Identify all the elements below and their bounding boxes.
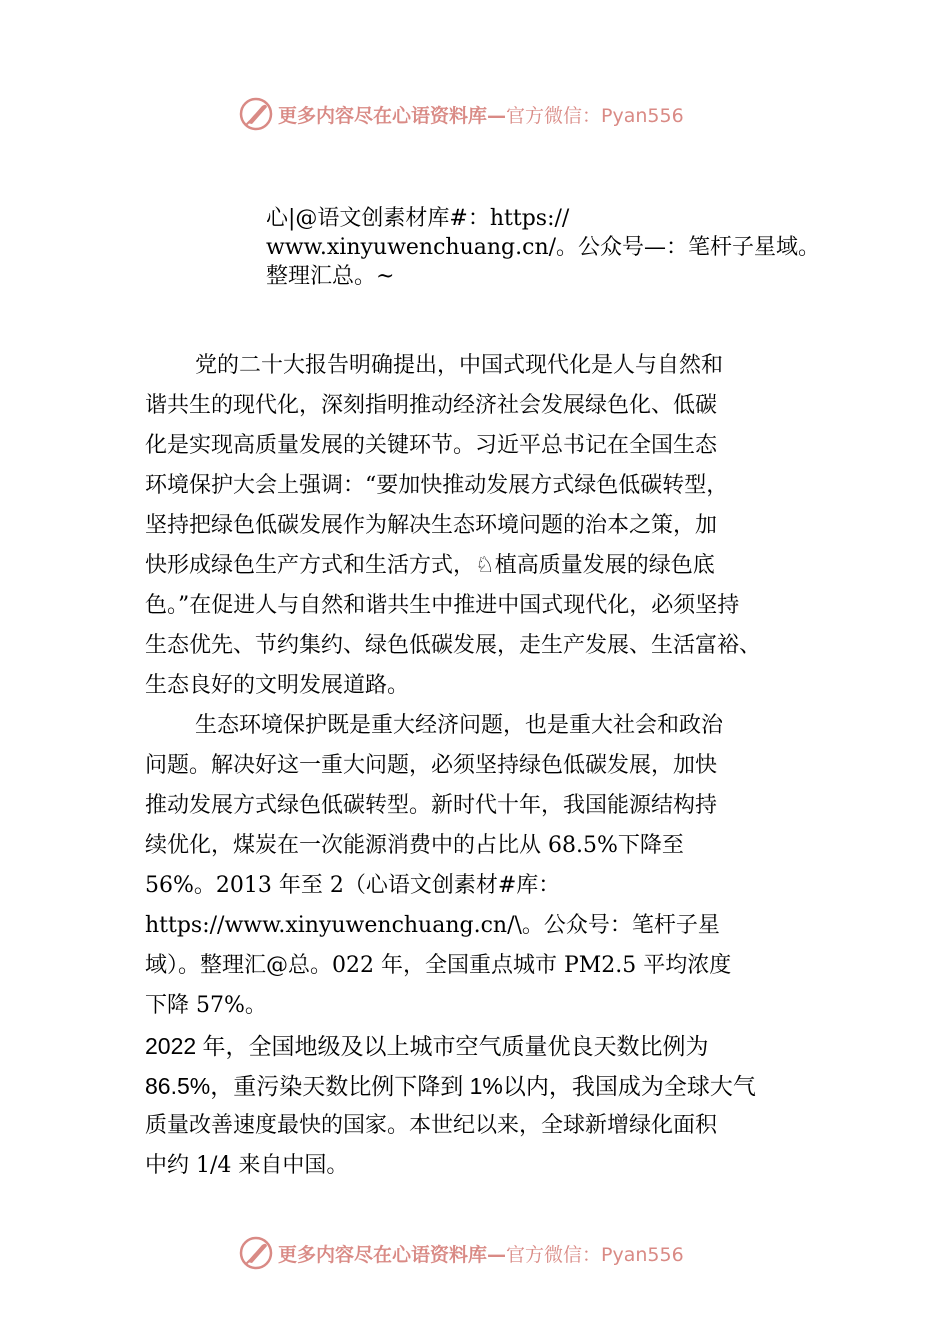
paragraph-2-line: 下降 57%。	[145, 993, 267, 1018]
footer-banner-title: 更多内容尽在心语资料库—	[278, 1243, 507, 1266]
source-note-line: www.xinyuwenchuang.cn/。公众号—：笔杆子星域。	[266, 235, 821, 260]
quill-pen-logo-icon	[238, 96, 274, 132]
paragraph-2-line: 续优化，煤炭在一次能源消费中的占比从 68.5%下降至	[145, 833, 684, 858]
source-note	[266, 204, 866, 291]
paragraph-3-line: 中约 1/4 来自中国。	[145, 1153, 349, 1178]
footer-banner-text	[278, 1240, 684, 1267]
header-banner	[238, 96, 684, 132]
footer-banner-wechat: 官方微信：Pyan556	[506, 1243, 684, 1266]
header-banner-title: 更多内容尽在心语资料库—	[278, 104, 507, 127]
paragraph-1-line: 生态良好的文明发展道路。	[145, 673, 410, 698]
paragraph-1-line: 环境保护大会上强调：“要加快推动发展方式绿色低碳转型，	[145, 473, 729, 498]
article-body	[145, 346, 835, 1186]
source-note-line: 整理汇总。~	[266, 264, 395, 289]
paragraph-1-line: 生态优先、节约集约、绿色低碳发展，走生产发展、生活富裕、	[145, 633, 762, 658]
source-note-line: 心|@语文创素材库#：https://	[266, 206, 570, 231]
paragraph-1-line: 坚持把绿色低碳发展作为解决生态环境问题的治本之策，加	[145, 513, 718, 538]
paragraph-1-line: 色。”在促进人与自然和谐共生中推进中国式现代化，必须坚持	[145, 593, 740, 618]
paragraph-1-line: 化是实现高质量发展的关键环节。习近平总书记在全国生态	[145, 433, 718, 458]
paragraph-1-line: 谐共生的现代化，深刻指明推动经济社会发展绿色化、低碳	[145, 393, 718, 418]
paragraph-1-line: 快形成绿色生产方式和生活方式，♘植高质量发展的绿色底	[145, 553, 715, 578]
paragraph-3-line: 86.5%，重污染天数比例下降到 1%以内，我国成为全球大气	[145, 1073, 756, 1099]
paragraph-2-line: 生态环境保护既是重大经济问题，也是重大社会和政治	[195, 713, 724, 738]
footer-banner	[238, 1235, 684, 1271]
header-banner-text	[278, 101, 684, 128]
header-banner-wechat: 官方微信：Pyan556	[506, 104, 684, 127]
paragraph-2-line: 56%。2013 年至 2（心语文创素材#库：	[145, 873, 561, 898]
paragraph-1-line: 党的二十大报告明确提出，中国式现代化是人与自然和	[195, 353, 724, 378]
paragraph-2-line: 推动发展方式绿色低碳转型。新时代十年，我国能源结构持	[145, 793, 718, 818]
paragraph-3-line: 2022 年，全国地级及以上城市空气质量优良天数比例为	[145, 1033, 709, 1059]
paragraph-2-line: https://www.xinyuwenchuang.cn/\。公众号：笔杆子星	[145, 913, 720, 938]
paragraph-2-line: 问题。解决好这一重大问题，必须坚持绿色低碳发展，加快	[145, 753, 718, 778]
paragraph-3-line: 质量改善速度最快的国家。本世纪以来，全球新增绿化面积	[145, 1113, 718, 1138]
quill-pen-logo-icon	[238, 1235, 274, 1271]
paragraph-2-line: 域）。整理汇@总。022 年，全国重点城市 PM2.5 平均浓度	[145, 953, 732, 978]
